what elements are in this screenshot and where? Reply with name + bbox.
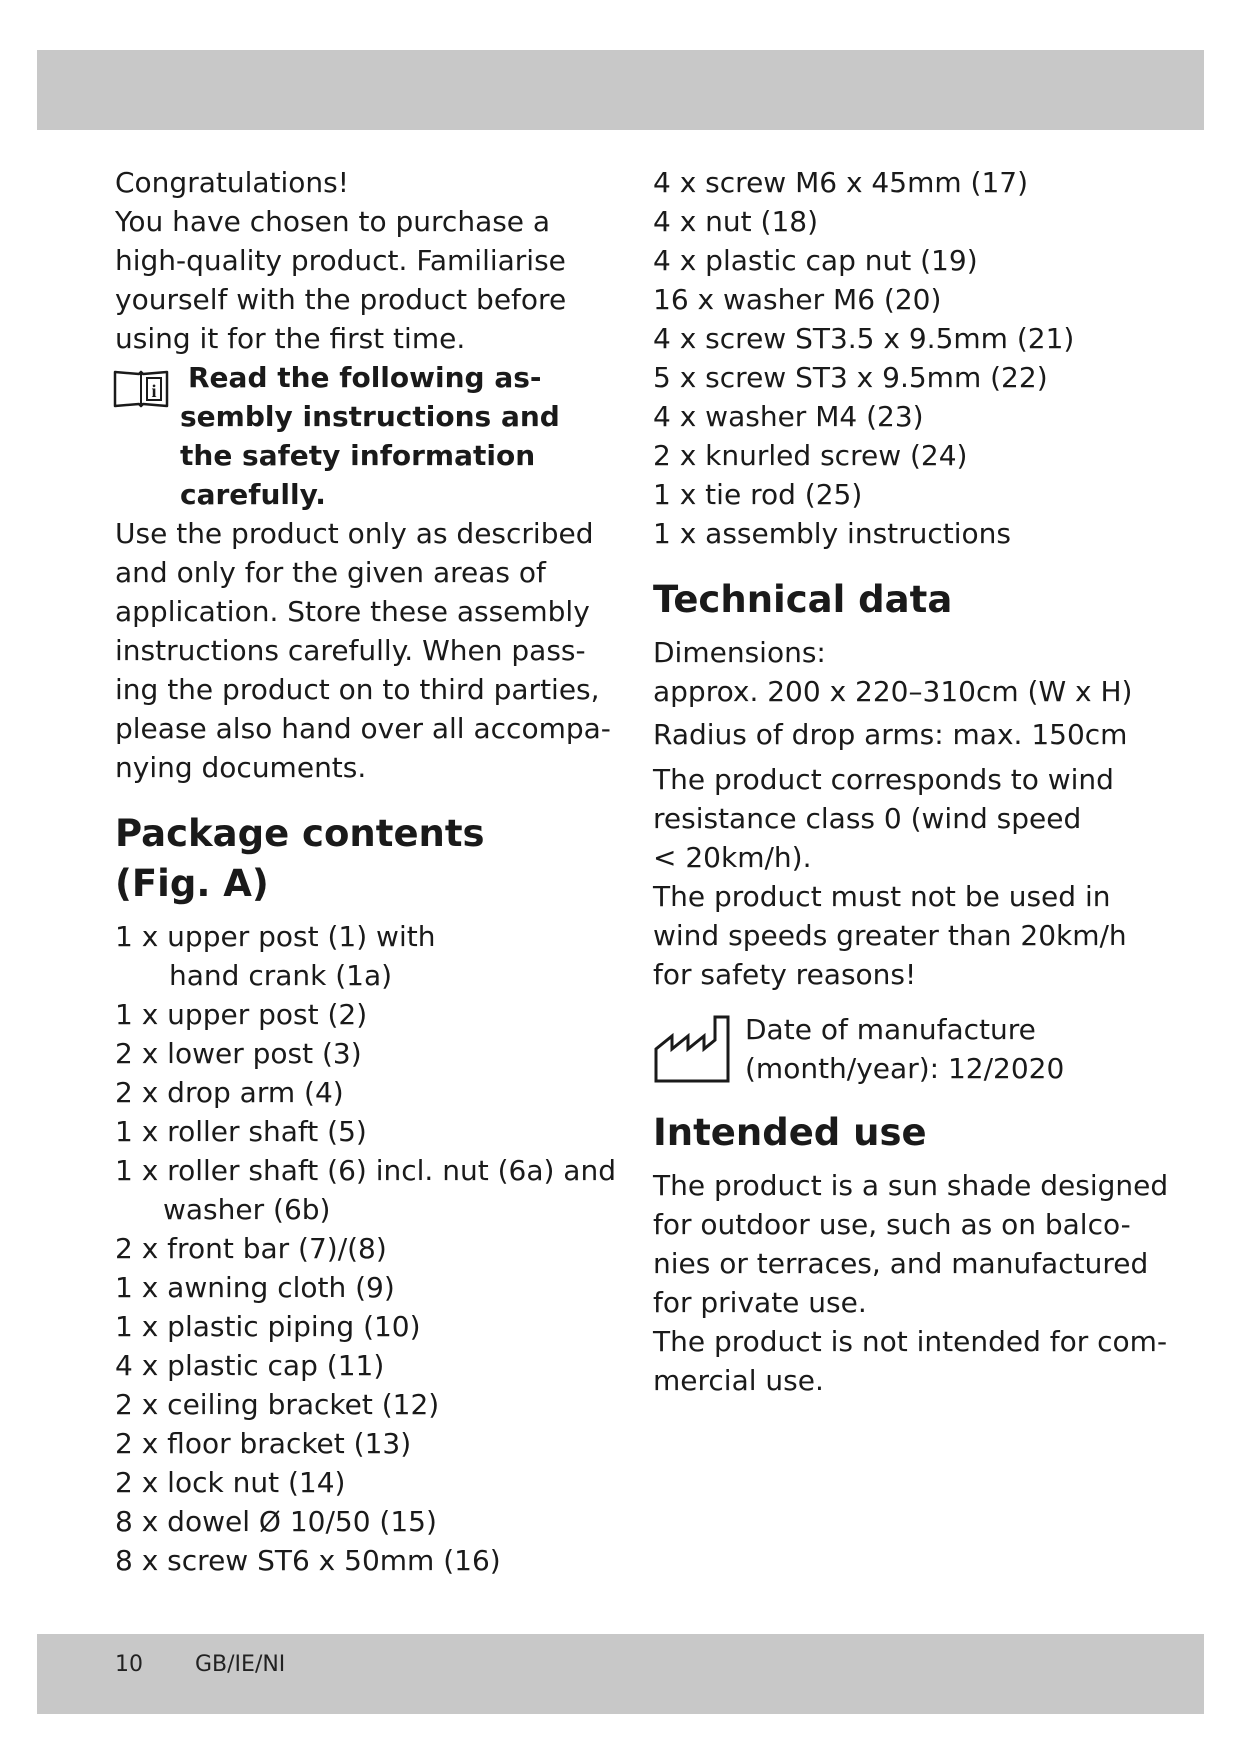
- manufacture-date: [653, 1010, 1153, 1090]
- technical-line: Radius of drop arms: max. 150cm: [653, 718, 1128, 751]
- notice-line: the safety information: [180, 439, 536, 472]
- list-item: 2 x lock nut (14): [115, 1466, 346, 1499]
- heading-line: Package contents: [115, 812, 485, 855]
- list-item: 1 x upper post (2): [115, 998, 368, 1031]
- intro-line: high-quality product. Familiarise: [115, 244, 566, 277]
- svg-text:i: i: [151, 381, 157, 401]
- list-item: 2 x knurled screw (24): [653, 439, 968, 472]
- technical-line: resistance class 0 (wind speed: [653, 802, 1082, 835]
- intro-line: Congratulations!: [115, 166, 349, 199]
- technical-line: < 20km/h).: [653, 841, 812, 874]
- technical-line: wind speeds greater than 20km/h: [653, 919, 1127, 952]
- intended-line: for outdoor use, such as on balco-: [653, 1208, 1131, 1241]
- list-item: 4 x plastic cap (11): [115, 1349, 385, 1382]
- list-item: 4 x nut (18): [653, 205, 819, 238]
- info-book-icon: [113, 366, 169, 410]
- technical-data-heading: Technical data: [653, 578, 953, 621]
- safety-notice: [115, 358, 615, 514]
- notice-line: Read the following as-: [188, 361, 542, 394]
- list-item: 1 x tie rod (25): [653, 478, 863, 511]
- list-item: 1 x awning cloth (9): [115, 1271, 395, 1304]
- technical-line: Dimensions:: [653, 636, 826, 669]
- list-item: 1 x roller shaft (5): [115, 1115, 367, 1148]
- list-item: 4 x screw ST3.5 x 9.5mm (21): [653, 322, 1075, 355]
- intended-line: nies or terraces, and manufactured: [653, 1247, 1149, 1280]
- list-item: 8 x dowel Ø 10/50 (15): [115, 1505, 437, 1538]
- list-item: hand crank (1a): [169, 959, 393, 992]
- manufacture-date-icon: [653, 1014, 731, 1084]
- intended-line: mercial use.: [653, 1364, 824, 1397]
- list-item: 2 x front bar (7)/(8): [115, 1232, 387, 1265]
- list-item: 1 x plastic piping (10): [115, 1310, 421, 1343]
- page-number: 10: [115, 1652, 143, 1677]
- intro-line: You have chosen to purchase a: [115, 205, 551, 238]
- intended-line: The product is a sun shade designed: [653, 1169, 1169, 1202]
- usage-line: ing the product on to third parties,: [115, 673, 600, 706]
- heading-line: (Fig. A): [115, 862, 269, 905]
- right-column: [653, 163, 1169, 1400]
- intro-line: using it for the first time.: [115, 322, 466, 355]
- intended-use-heading: Intended use: [653, 1111, 927, 1154]
- list-item: 1 x roller shaft (6) incl. nut (6a) and: [115, 1154, 616, 1187]
- technical-line: approx. 200 x 220–310cm (W x H): [653, 675, 1133, 708]
- list-item: 2 x floor bracket (13): [115, 1427, 412, 1460]
- usage-line: please also hand over all accompa-: [115, 712, 611, 745]
- list-item: 1 x upper post (1) with: [115, 920, 436, 953]
- list-item: 2 x ceiling bracket (12): [115, 1388, 440, 1421]
- manufacture-label: Date of manufacture: [745, 1013, 1036, 1046]
- list-item: 1 x assembly instructions: [653, 517, 1012, 550]
- technical-line: The product must not be used in: [653, 880, 1111, 913]
- list-item: 4 x screw M6 x 45mm (17): [653, 166, 1028, 199]
- usage-line: application. Store these assembly: [115, 595, 590, 628]
- intended-line: The product is not intended for com-: [653, 1325, 1168, 1358]
- usage-line: Use the product only as described: [115, 517, 594, 550]
- left-column: [115, 163, 615, 1580]
- technical-line: The product corresponds to wind: [653, 763, 1114, 796]
- list-item: 4 x plastic cap nut (19): [653, 244, 978, 277]
- list-item: 2 x drop arm (4): [115, 1076, 344, 1109]
- package-list: [115, 917, 615, 1580]
- list-item: 16 x washer M6 (20): [653, 283, 942, 316]
- technical-line: for safety reasons!: [653, 958, 917, 991]
- language-code: GB/IE/NI: [195, 1652, 286, 1677]
- usage-line: instructions carefully. When pass-: [115, 634, 586, 667]
- usage-line: nying documents.: [115, 751, 367, 784]
- list-item: 5 x screw ST3 x 9.5mm (22): [653, 361, 1048, 394]
- header-band: [37, 50, 1204, 130]
- list-item: washer (6b): [163, 1193, 331, 1226]
- list-item: 2 x lower post (3): [115, 1037, 362, 1070]
- list-item: 8 x screw ST6 x 50mm (16): [115, 1544, 501, 1577]
- manufacture-value: (month/year): 12/2020: [745, 1052, 1065, 1085]
- notice-line: sembly instructions and: [180, 400, 560, 433]
- package-list-continued: [653, 163, 1153, 553]
- list-item: 4 x washer M4 (23): [653, 400, 924, 433]
- intro-line: yourself with the product before: [115, 283, 567, 316]
- package-contents-heading: [115, 809, 615, 909]
- intended-line: for private use.: [653, 1286, 867, 1319]
- usage-line: and only for the given areas of: [115, 556, 546, 589]
- notice-line: carefully.: [180, 478, 326, 511]
